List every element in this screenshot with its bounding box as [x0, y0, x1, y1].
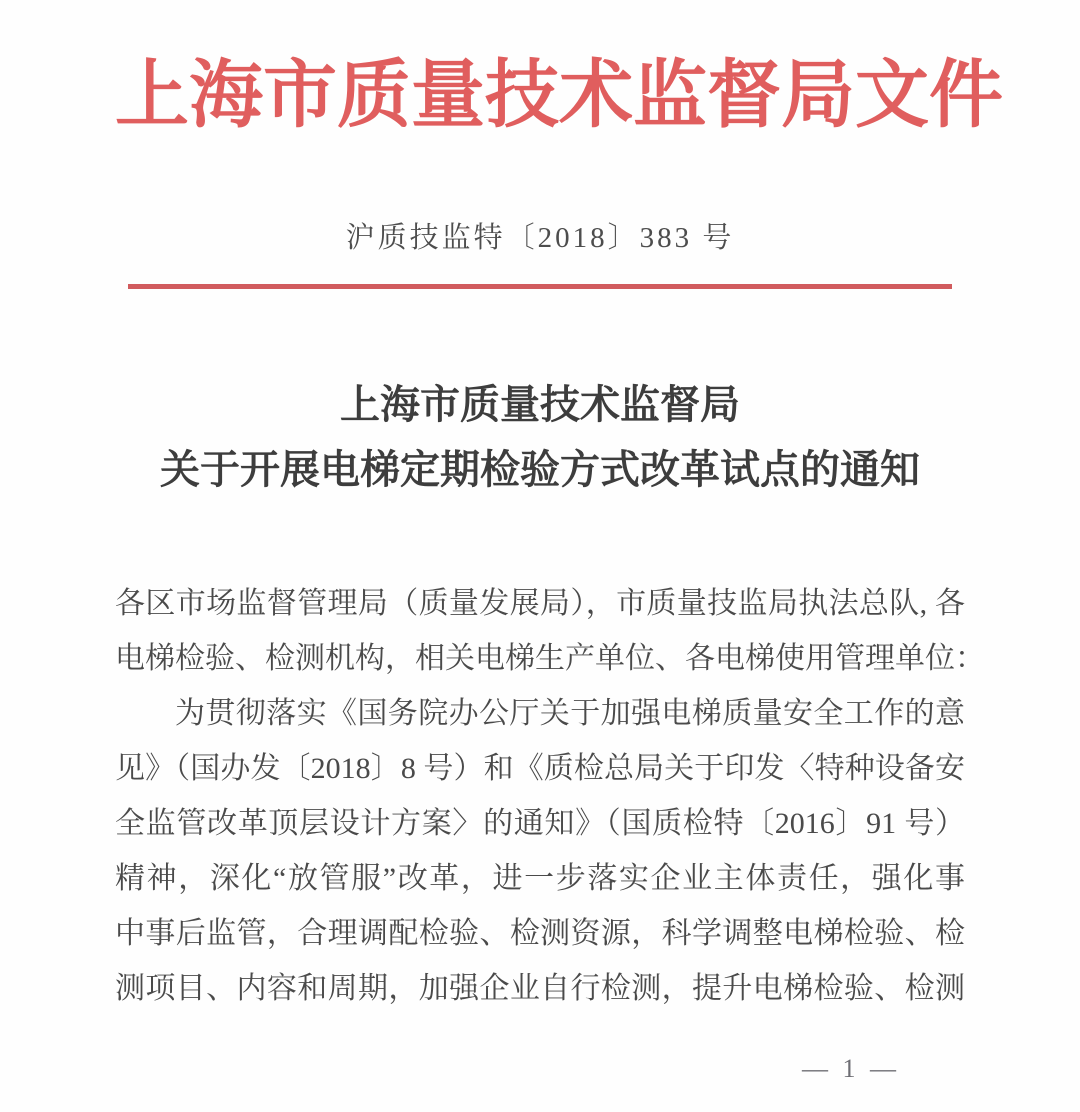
body-line: 全监管改革顶层设计方案〉的通知》（国质检特〔2016〕91 号） [115, 807, 965, 841]
body-line: 精神，深化“放管服”改革，进一步落实企业主体责任，强化事 [115, 862, 965, 896]
document-number: 沪质技监特〔2018〕383 号 [345, 222, 735, 255]
body-line: 各区市场监督管理局（质量发展局），市质量技监局执法总队, 各 [115, 587, 965, 621]
body-line: 测项目、内容和周期，加强企业自行检测，提升电梯检验、检测 [115, 972, 965, 1006]
document-title-line2: 关于开展电梯定期检验方式改革试点的通知 [160, 447, 920, 493]
body-line: 中事后监管，合理调配检验、检测资源，科学调整电梯检验、检 [115, 917, 965, 951]
document-title-line1: 上海市质量技术监督局 [340, 382, 740, 428]
body-line: 电梯检验、检测机构，相关电梯生产单位、各电梯使用管理单位： [115, 642, 985, 676]
document-title [115, 381, 965, 494]
agency-red-header: 上海市质量技术监督局文件 [115, 55, 1003, 137]
document-content [115, 0, 1003, 1084]
body-line: 见》（国办发〔2018〕8 号）和《质检总局关于印发〈特种设备安 [115, 752, 965, 786]
page-number: — 1 — [802, 1054, 900, 1084]
red-divider-line [128, 284, 952, 289]
body-line: 为贯彻落实《国务院办公厅关于加强电梯质量安全工作的意 [175, 697, 965, 731]
document-body [115, 576, 985, 1016]
